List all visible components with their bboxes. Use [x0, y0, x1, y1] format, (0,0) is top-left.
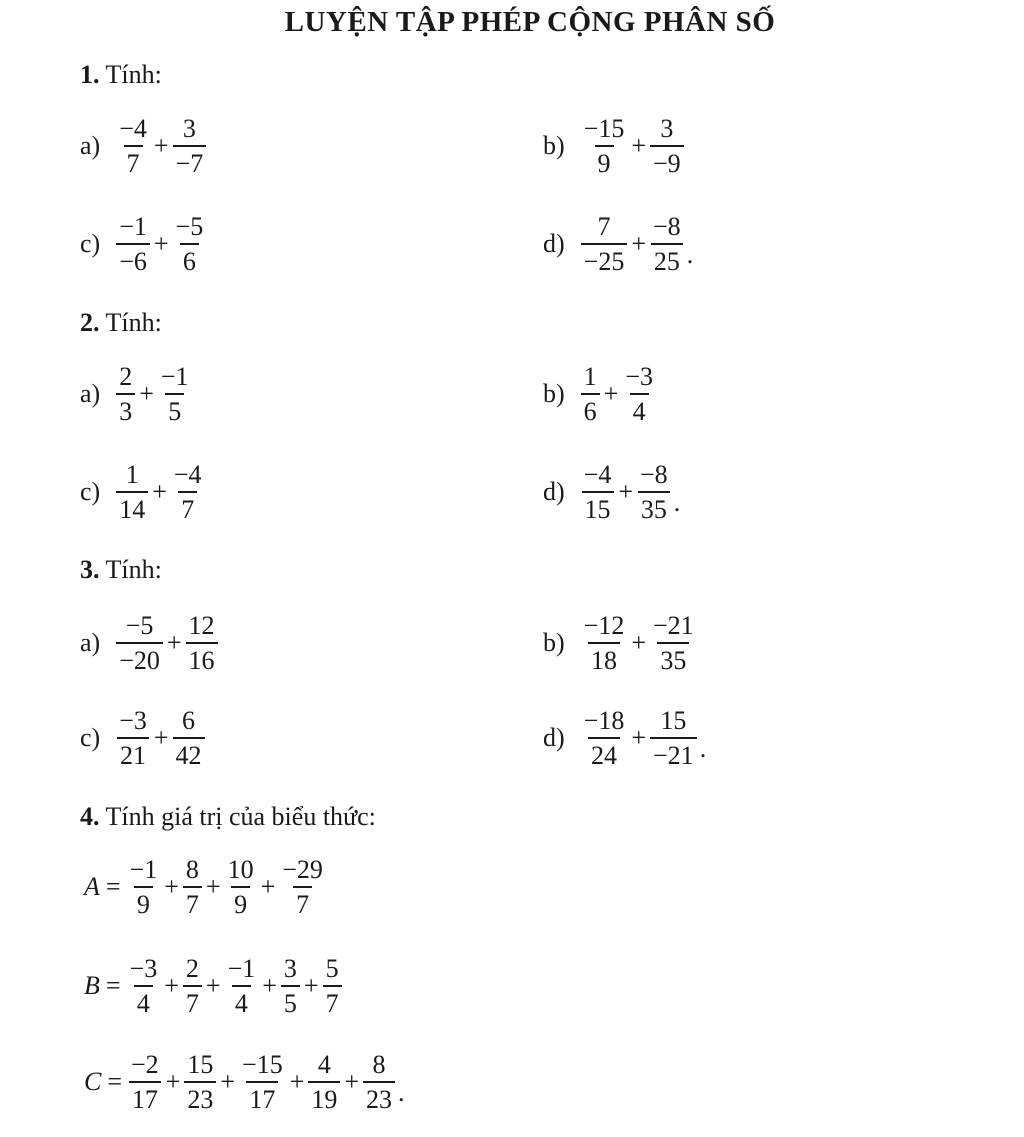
fraction — [321, 955, 344, 1018]
fraction — [156, 363, 194, 426]
equals-sign: = — [105, 872, 121, 902]
plus-sign: + — [164, 872, 179, 902]
denominator: 7 — [183, 886, 202, 918]
numerator: −15 — [583, 114, 625, 143]
fraction — [171, 115, 209, 178]
section-label: Tính: — [105, 60, 162, 89]
denominator: 35 — [638, 491, 670, 523]
denominator: 4 — [232, 985, 251, 1017]
denominator: −9 — [650, 145, 684, 177]
numerator: 4 — [317, 1050, 331, 1079]
numerator: 8 — [372, 1050, 386, 1079]
problem-2d — [543, 461, 680, 524]
problem-label: d) — [543, 477, 565, 507]
denominator: 9 — [595, 145, 614, 177]
problem-3c — [80, 707, 207, 770]
plus-sign: + — [631, 723, 647, 753]
denominator: 17 — [129, 1081, 161, 1113]
plus-sign: + — [153, 131, 169, 161]
numerator: 8 — [185, 855, 199, 884]
numerator: 7 — [597, 212, 611, 241]
denominator: 6 — [581, 393, 600, 425]
numerator: 12 — [188, 611, 215, 640]
fraction — [171, 707, 207, 770]
page-title: LUYỆN TẬP PHÉP CỘNG PHÂN SỐ — [284, 6, 776, 38]
problem-2a — [80, 363, 194, 426]
numerator: −4 — [173, 460, 202, 489]
fraction — [648, 115, 686, 178]
denominator: 18 — [588, 642, 620, 674]
section-number: 1. — [80, 60, 100, 89]
plus-sign: + — [166, 628, 182, 658]
denominator: 7 — [293, 886, 312, 918]
numerator: −29 — [282, 855, 323, 884]
fraction — [114, 707, 152, 770]
numerator: 15 — [187, 1050, 214, 1079]
numerator: −12 — [583, 611, 625, 640]
plus-sign: + — [631, 628, 647, 658]
section-2-heading — [80, 308, 162, 338]
fraction — [361, 1051, 397, 1114]
denominator: −7 — [173, 145, 207, 177]
plus-sign: + — [603, 379, 619, 409]
numerator: −1 — [129, 855, 158, 884]
fraction — [237, 1051, 288, 1114]
numerator: −18 — [583, 706, 625, 735]
plus-sign: + — [631, 131, 647, 161]
plus-sign: + — [262, 971, 277, 1001]
denominator: 25 — [651, 243, 683, 275]
plus-sign: + — [205, 872, 221, 902]
problem-3d — [543, 707, 706, 770]
denominator: 14 — [116, 491, 148, 523]
fraction — [306, 1051, 342, 1114]
plus-sign: + — [618, 477, 634, 507]
problem-1c — [80, 213, 208, 276]
fraction — [114, 612, 165, 675]
numerator: −1 — [160, 362, 189, 391]
problem-label: c) — [80, 229, 101, 259]
denominator: 7 — [124, 145, 143, 177]
numerator: 6 — [182, 706, 196, 735]
numerator: −3 — [119, 706, 147, 735]
section-label: Tính: — [105, 555, 162, 584]
numerator: 2 — [185, 954, 199, 983]
numerator: −15 — [242, 1050, 283, 1079]
section-label: Tính giá trị của biểu thức: — [105, 802, 376, 831]
fraction — [579, 363, 602, 426]
fraction — [635, 461, 673, 524]
fraction — [114, 115, 152, 178]
period: . — [398, 1077, 405, 1107]
problem-label: d) — [543, 229, 565, 259]
problem-1a — [80, 115, 208, 178]
plus-sign: + — [220, 1067, 236, 1097]
fraction — [277, 856, 328, 919]
period: . — [686, 239, 694, 269]
problem-2c — [80, 461, 207, 524]
denominator: 7 — [183, 985, 202, 1017]
section-4-heading — [80, 802, 376, 832]
numerator: 15 — [660, 706, 687, 735]
expression-A — [84, 856, 328, 919]
fraction — [181, 955, 204, 1018]
fraction — [114, 461, 150, 524]
numerator: 1 — [583, 362, 597, 391]
numerator: −5 — [175, 212, 204, 241]
variable-name: A — [84, 872, 100, 902]
denominator: −25 — [581, 243, 628, 275]
denominator: 16 — [186, 642, 218, 674]
fraction — [126, 1051, 164, 1114]
numerator: 5 — [325, 954, 339, 983]
fraction — [579, 115, 630, 178]
denominator: 24 — [588, 737, 620, 769]
numerator: −3 — [625, 362, 654, 391]
numerator: −5 — [125, 611, 154, 640]
plus-sign: + — [289, 1067, 305, 1097]
denominator: −21 — [650, 737, 697, 769]
plus-sign: + — [164, 971, 179, 1001]
fraction — [181, 856, 204, 919]
fraction — [648, 213, 686, 276]
problem-label: a) — [80, 379, 101, 409]
numerator: −4 — [119, 114, 147, 143]
fraction — [182, 1051, 218, 1114]
plus-sign: + — [260, 872, 276, 902]
fraction — [223, 955, 261, 1018]
denominator: 4 — [134, 985, 153, 1017]
problem-label: b) — [543, 379, 565, 409]
problem-3a — [80, 612, 220, 675]
problem-1b — [543, 115, 686, 178]
equals-sign: = — [105, 971, 121, 1001]
numerator: −1 — [119, 212, 147, 241]
equals-sign: = — [107, 1067, 123, 1097]
numerator: 3 — [660, 114, 674, 143]
expression-B — [84, 955, 344, 1018]
problem-label: c) — [80, 477, 101, 507]
fraction — [648, 707, 699, 770]
fraction — [620, 363, 658, 426]
plus-sign: + — [165, 1067, 181, 1097]
fraction — [114, 363, 137, 426]
problem-label: b) — [543, 628, 565, 658]
fraction — [169, 461, 207, 524]
fraction — [579, 461, 617, 524]
denominator: 9 — [231, 886, 250, 918]
denominator: 19 — [308, 1081, 340, 1113]
fraction — [114, 213, 152, 276]
denominator: 7 — [178, 491, 197, 523]
numerator: −2 — [131, 1050, 159, 1079]
numerator: 1 — [125, 460, 139, 489]
denominator: 23 — [363, 1081, 395, 1113]
denominator: 4 — [630, 393, 649, 425]
denominator: 23 — [184, 1081, 216, 1113]
numerator: −8 — [640, 460, 668, 489]
period: . — [673, 487, 681, 517]
plus-sign: + — [153, 229, 169, 259]
plus-sign: + — [631, 229, 647, 259]
denominator: 6 — [180, 243, 199, 275]
denominator: 5 — [281, 985, 300, 1017]
denominator: 5 — [165, 393, 184, 425]
fraction — [223, 856, 259, 919]
plus-sign: + — [152, 477, 167, 507]
fraction — [125, 856, 163, 919]
denominator: 21 — [117, 737, 149, 769]
numerator: −8 — [653, 212, 681, 241]
problem-2b — [543, 363, 658, 426]
denominator: −6 — [116, 243, 150, 275]
section-3-heading — [80, 555, 162, 585]
fraction — [579, 707, 630, 770]
problem-label: d) — [543, 723, 565, 753]
numerator: −4 — [583, 460, 612, 489]
denominator: 9 — [134, 886, 153, 918]
denominator: 7 — [323, 985, 342, 1017]
fraction — [171, 213, 209, 276]
section-1-heading — [80, 60, 162, 90]
problem-label: b) — [543, 131, 565, 161]
variable-name: B — [84, 971, 100, 1001]
numerator: 3 — [182, 114, 196, 143]
problem-1d — [543, 213, 693, 276]
denominator: 42 — [173, 737, 205, 769]
fraction — [125, 955, 163, 1018]
plus-sign: + — [303, 971, 319, 1001]
plus-sign: + — [205, 971, 221, 1001]
problem-3b — [543, 612, 699, 675]
section-label: Tính: — [105, 308, 162, 337]
variable-name: C — [84, 1067, 102, 1097]
denominator: 3 — [116, 393, 135, 425]
expression-C — [84, 1051, 405, 1114]
fraction — [184, 612, 220, 675]
section-number: 3. — [80, 555, 100, 584]
denominator: 15 — [582, 491, 614, 523]
period: . — [699, 733, 707, 763]
plus-sign: + — [153, 723, 169, 753]
problem-label: c) — [80, 723, 101, 753]
fraction — [279, 955, 302, 1018]
denominator: −20 — [116, 642, 163, 674]
numerator: 10 — [227, 855, 254, 884]
fraction — [579, 213, 630, 276]
numerator: 3 — [283, 954, 297, 983]
numerator: −1 — [227, 954, 256, 983]
numerator: −3 — [129, 954, 158, 983]
fraction — [579, 612, 630, 675]
section-number: 4. — [80, 802, 100, 831]
numerator: −21 — [653, 611, 694, 640]
section-number: 2. — [80, 308, 100, 337]
problem-label: a) — [80, 628, 101, 658]
denominator: 17 — [246, 1081, 278, 1113]
plus-sign: + — [139, 379, 154, 409]
plus-sign: + — [344, 1067, 360, 1097]
denominator: 35 — [657, 642, 689, 674]
fraction — [648, 612, 699, 675]
numerator: 2 — [119, 362, 133, 391]
problem-label: a) — [80, 131, 101, 161]
